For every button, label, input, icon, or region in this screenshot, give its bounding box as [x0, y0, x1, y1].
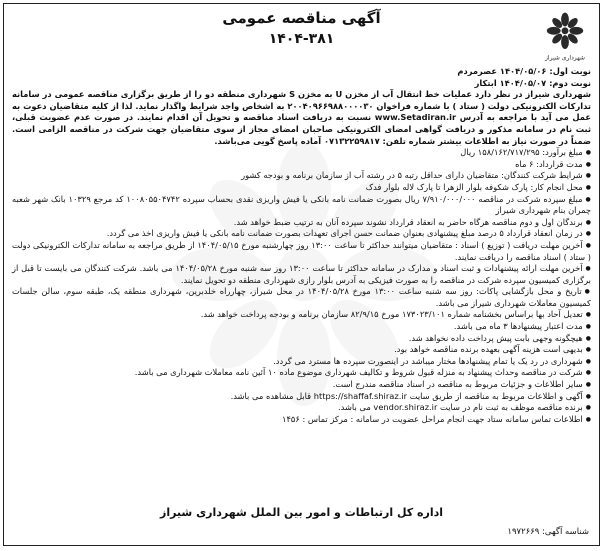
publication-first: نوبت اول: ۱۴۰۴/۰۵/۰۶ عصرمردم [457, 66, 591, 76]
list-item: ● اطلاعات تماس سامانه ستاد جهت انجام مراحل عضویت در سامانه : مرکز تماس : ۱۴۵۶ [12, 414, 591, 426]
list-item: ● برنده مناقصه موظف به ثبت نام در سایت vendor.shiraz.ir می باشد. [12, 402, 591, 414]
footer-issuer: اداره کل ارتباطات و امور بین الملل شهرداری شیراز [159, 506, 444, 519]
list-item: ● تاریخ و محل بازگشایی پاکات: روز سه شنبه ساعت ۱۳:۰۰ مورخ ۱۴۰۴/۰۵/۲۸ در محل شیراز، چهارراه خلدبرین، شهرداری منطقه یک، طبقه سوم، سالن جلسات کمیسیون معاملات شهرداری شیراز می باشد. [12, 286, 591, 309]
list-item: ● مدت قرارداد: ۶ ماه [12, 159, 591, 171]
list-item: ● آخرین مهلت دریافت ( توزیع ) اسناد : متقاضیان میتوانند حداکثر تا ساعت ۱۳:۰۰ روز چهارشنبه مورخ ۱۴۰۴/۰۵/۱۵ از طریق مراجعه به سامانه تدارکات الکترونیکی دولت ( ستاد ) اسناد مناقصه را دریافت نمایند. [12, 240, 591, 263]
ad-id: شناسه آگهی: ۱۹۷۲۶۶۹ [507, 527, 589, 537]
intro-paragraph: شهرداری شیراز در نظر دارد عملیات خط انتقال آب از مخزن U به مخزن S شهرداری منطقه دو را از طریق برگزاری مناقصه عمومی در سامانه تدارکات الکترونیکی دولت ( ستاد ) با شماره فراخوان ۲۰۰۴۰۹۶۶۹۸۸۰۰۰۰۳۰ به اشخاص واجد شرایط واگذار نماید. لذا از کلیه متقاضیان دعوت به عمل می آید با مراجعه به آدرس www.Setadiran.ir نسبت به دریافت اسناد مناقصه و تحویل آن اقدام نمایند. در صورت عدم عضویت قبلی، ثبت نام در سامانه مذکور و دریافت گواهی امضای الکترونیکی صاحبان امضای مجاز از سوی متقاضیان جهت شرکت در مناقصه الزامی است. ضمناً در صورت نیاز به اطلاعات بیشتر شماره تلفن: ۰۷۱۳۲۲۵۹۸۱۷ آماده پاسخ گویی می‌باشد. [12, 89, 592, 146]
page-title: آگهی مناقصه عمومی [222, 9, 381, 27]
notice-header [4, 4, 599, 66]
list-item: ● آخرین مهلت ارائه پیشنهادات و ثبت اسناد و مدارک در سامانه حداکثر تا ساعت ۱۳:۰۰ روز سه شنبه مورخ ۱۴۰۴/۰۵/۲۸ می باشد. شرکت کنندگان می بایست تا قبل از برگزاری کمیسیون سپرده شرکت در مناقصه را به صورت فیزیکی به آدرس بلوار رازی شهرداری منطقه دو تحویل نمایند. [12, 263, 591, 286]
list-item: ● سایر اطلاعات و جزئیات مربوط به مناقصه در اسناد مناقصه مندرج است. [12, 379, 591, 391]
notice-frame [3, 3, 600, 546]
list-item: ● هیچگونه وجهی بابت پیش پرداخت داده نخواهد شد. [12, 333, 591, 345]
list-item: ● مبلغ سپرده شرکت در مناقصه ۷/۹۱۰/۰۰۰/۰۰۰ ریال بصورت ضمانت نامه بانکی یا فیش واریزی نقدی بحساب سپرده ۱۰۰۸۰۵۵۰۴۷۴۲ کد مرجع ۱۰۳۲۹ بانک شهر شعبه چمران بنام شهرداری شیراز [12, 194, 591, 217]
list-item: ● شرایط شرکت کنندگان: متقاضیان دارای حداقل رتبه ۵ در رشته آب از سازمان برنامه و بودجه کشور [12, 170, 591, 182]
logo-caption: شهرداری شیراز [545, 54, 585, 62]
list-item: ● محل انجام کار: پارک شکوفه بلوار الزهرا تا پارک لاله بلوار فدک [12, 182, 591, 194]
list-item: ● برندگان اول و دوم مناقصه هرگاه حاضر به انعقاد قرارداد نشوند سپرده آنان به ترتیب ضبط خواهد شد. [12, 217, 591, 229]
tender-number: ۱۴۰۴-۳۸۱ [268, 31, 335, 47]
list-item: ● بدیهی است هزینه آگهی بعهده برنده مناقصه خواهد بود. [12, 344, 591, 356]
list-item: ● آگهی و اطلاعات مربوط به مناقصه از طریق سایت https://shaffaf.shiraz.ir قابل مشاهده می باشد. [12, 391, 591, 403]
list-item: ● مدت اعتبار پیشنهادها ۳ ماه می باشد. [12, 321, 591, 333]
publication-second: نوبت دوم: ۱۴۰۴/۰۵/۰۷ ابتکار [474, 77, 591, 88]
list-item: ● مبلغ برآورد: ۱۵۸/۱۶۲/۷۱۷/۲۹۵ ریال [12, 147, 591, 159]
list-item: ● شرکت در مناقصه وحداث پیشنهاد به منزله قبول شروط و تکالیف شهرداری موضوع ماده ۱۰ آئین نامه معاملات شهرداری می باشد. [12, 367, 591, 379]
shiraz-municipality-logo [539, 10, 591, 62]
list-item: ● شهرداری در رد یک یا تمام پیشنهادها مختار میباشد در اینصورت سپرده ها مسترد می گردد. [12, 356, 591, 368]
list-item: ● تعدیل آحاد بها براساس بخشنامه شماره ۱۷۳۰۲۳/۱۰۱ مورخ ۸۲/۹/۱۵ سازمان برنامه و بودجه پرداخت خواهد شد. [12, 309, 591, 321]
list-item: ● در زمان انعقاد قرارداد ۵ درصد مبلغ پیشنهادی بعنوان ضمانت حسن اجرای تعهدات بصورت ضمانت نامه بانکی یا فیش واریزی اخذ می گردد. [12, 228, 591, 240]
notice-body [4, 66, 599, 425]
